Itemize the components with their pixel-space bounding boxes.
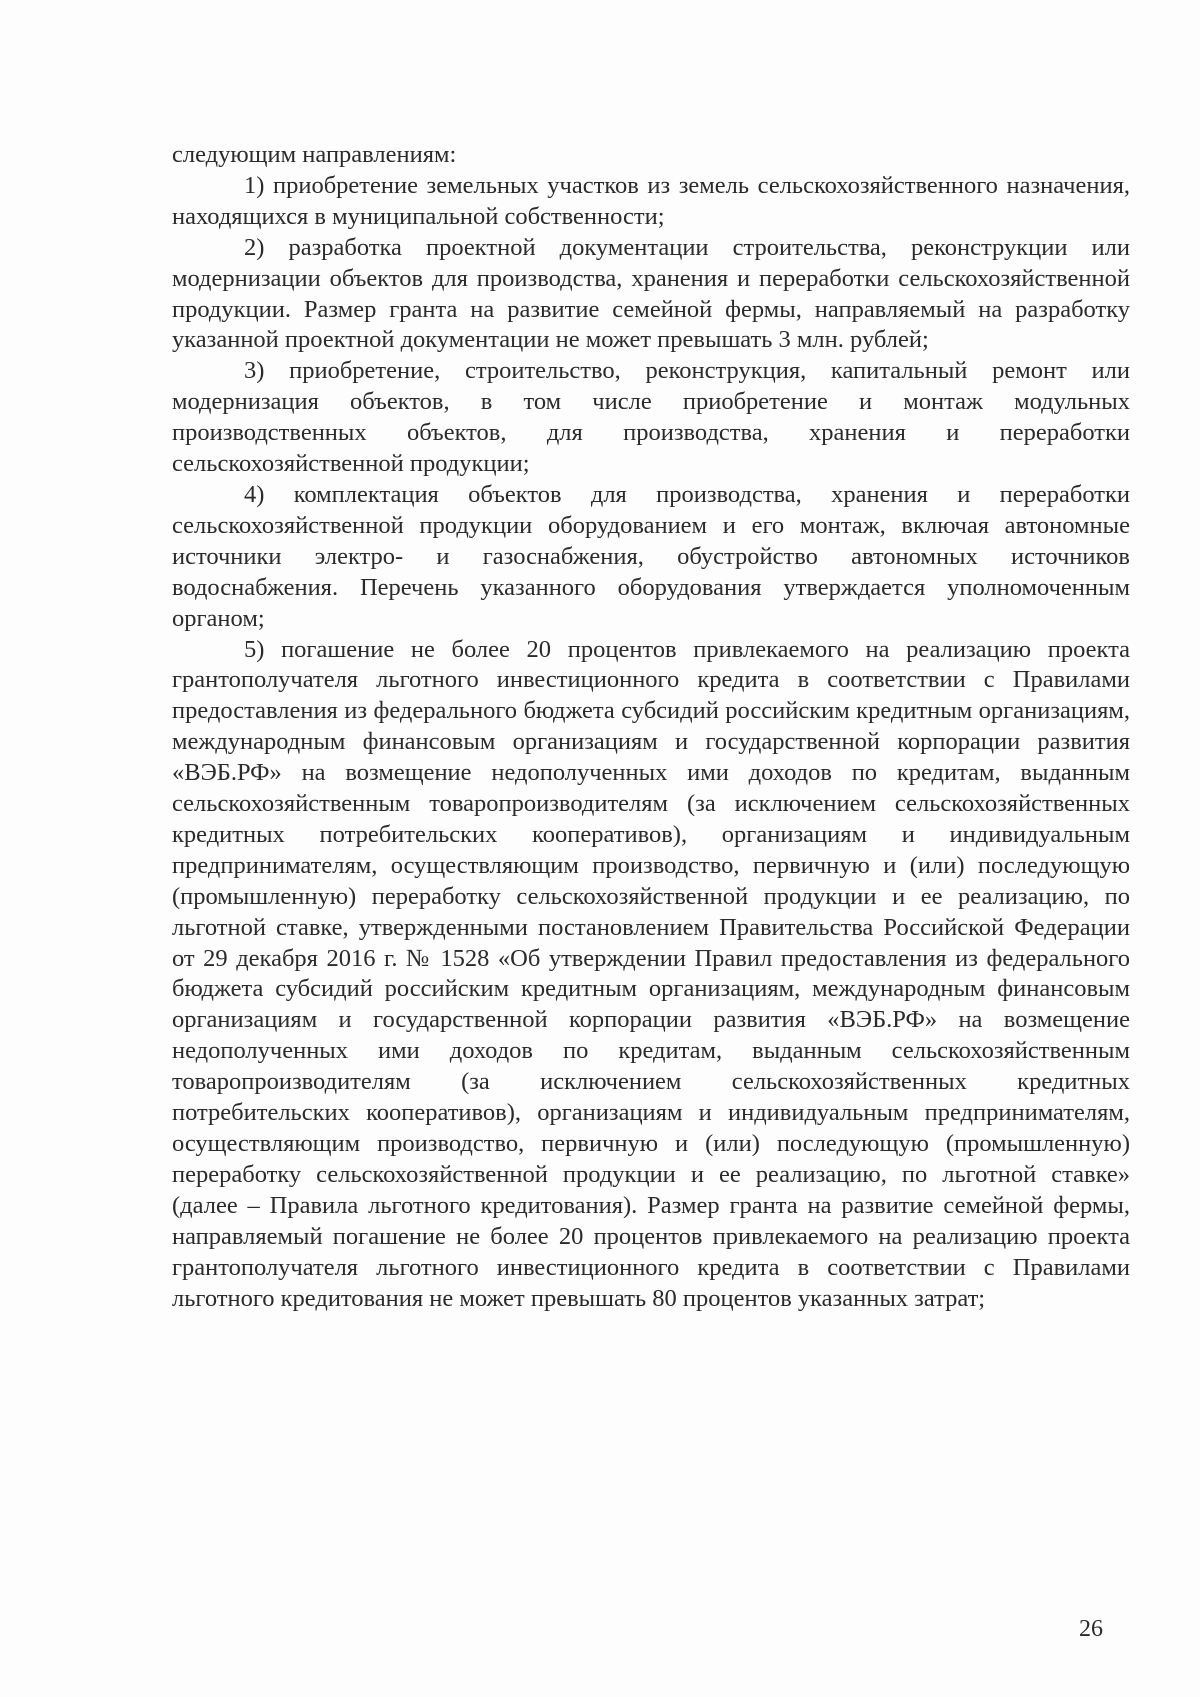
list-item-2: 2) разработка проектной документации строительства, реконструкции или модернизации объектов для производства, хранения и переработки сельскохозяйственной продукции. Размер гранта на развитие семейной фермы, направляемый на разработку указанной проектной документации не может превышать 3 млн. рублей; [172,233,1130,354]
list-item-1: 1) приобретение земельных участков из земель сельскохозяйственного назначения, находящихся в муниципальной собственности; [172,171,1130,230]
list-item-5: 5) погашение не более 20 процентов привлекаемого на реализацию проекта грантополучателя льготного инвестиционного кредита в соответствии с Правилами предоставления из федерального бюджета субсидий российским кредитным организациям, международным финансовым организациям и государственной корпорации развития «ВЭБ.РФ» на возмещение недополученных ими доходов по кредитам, выданным сельскохозяйственным товаропроизводителям (за исключением сельскохозяйственных кредитных потребительских кооперативов), организациям и индивидуальным предпринимателям, осуществляющим производство, первичную и (или) последующую (промышленную) переработку сельскохозяйственной продукции и ее реализацию, по льготной ставке, утвержденными постановлением Правительства Российской Федерации от 29 декабря 2016 г. № 1528 «Об утверждении Правил предоставления из федерального бюджета субсидий российским кредитным организациям, международным финансовым организациям и государственной корпорации развития «ВЭБ.РФ» на возмещение недополученных ими доходов по кредитам, выданным сельскохозяйственным товаропроизводителям (за исключением сельскохозяйственных кредитных потребительских кооперативов), организациям и индивидуальным предпринимателям, осуществляющим производство, первичную и (или) последующую (промышленную) переработку сельскохозяйственной продукции и ее реализацию, по льготной ставке» (далее – Правила льготного кредитования). Размер гранта на развитие семейной фермы, направляемый погашение не более 20 процентов привлекаемого на реализацию проекта грантополучателя льготного инвестиционного кредита в соответствии с Правилами льготного кредитования не может превышать 80 процентов указанных затрат; [172,635,1130,1312]
list-item-4: 4) комплектация объектов для производства, хранения и переработки сельскохозяйственной продукции оборудованием и его монтаж, включая автономные источники электро- и газоснабжения, обустройство автономных источников водоснабжения. Перечень указанного оборудования утверждается уполномоченным органом; [172,480,1130,632]
page-number: 26 [1079,1616,1103,1642]
list-item-3: 3) приобретение, строительство, реконструкция, капитальный ремонт или модернизация объектов, в том числе приобретение и монтаж модульных производственных объектов, для производства, хранения и переработки сельскохозяйственной продукции; [172,357,1130,478]
intro-paragraph: следующим направлениям: [172,141,457,168]
document-body [172,140,1130,1314]
